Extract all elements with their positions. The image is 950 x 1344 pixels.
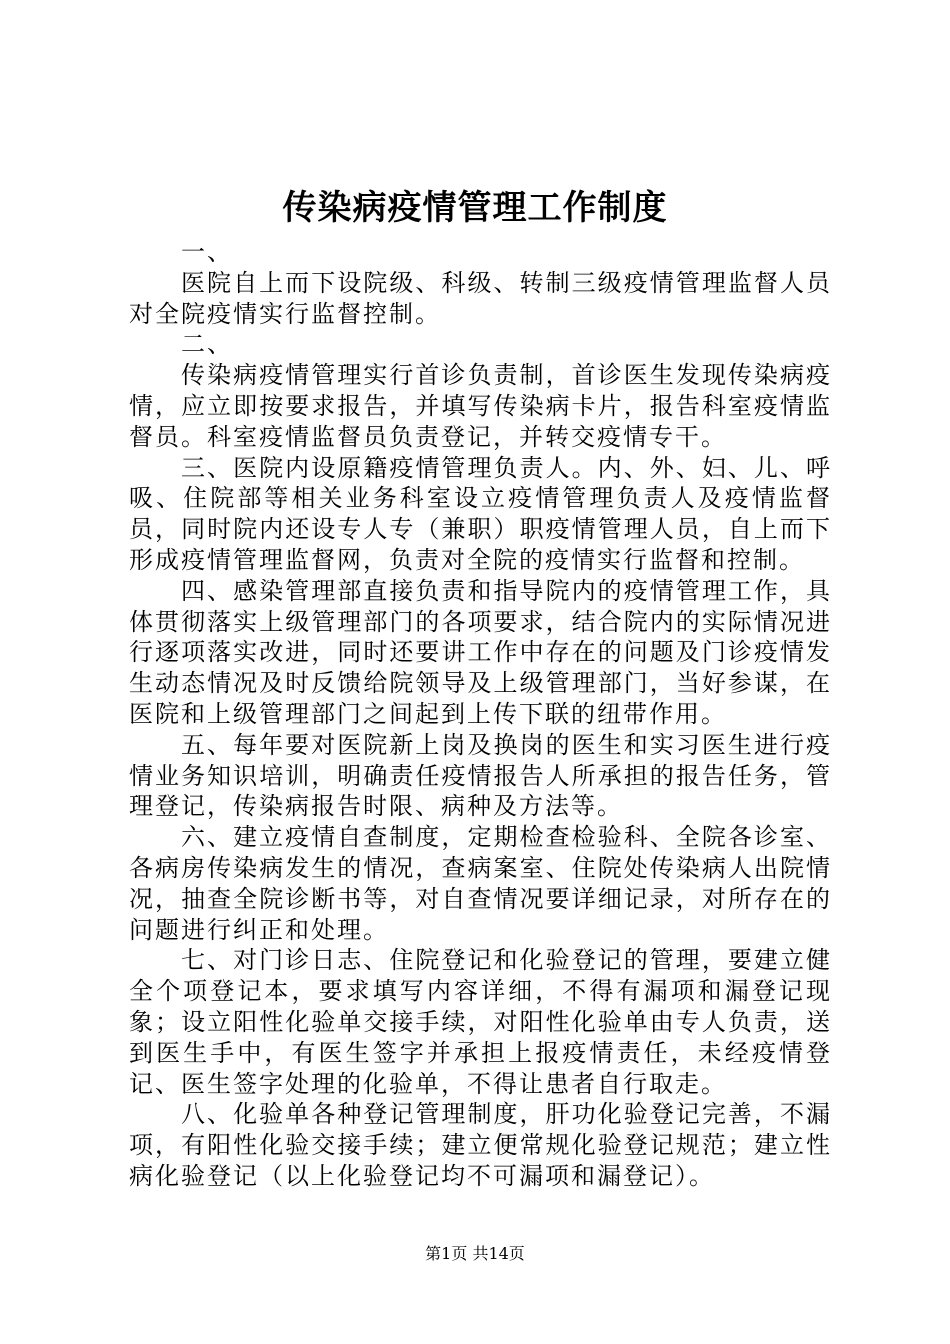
page-footer: 第1页 共14页 bbox=[425, 1244, 525, 1263]
paragraph-3: 三、医院内设原籍疫情管理负责人。内、外、妇、儿、呼吸、住院部等相关业务科室设立疫情管理负责人及疫情监督员，同时院内还设专人专（兼职）职疫情管理人员，自上而下形成疫情管理监督网，负责对全院的疫情实行监督和控制。 bbox=[129, 453, 832, 574]
paragraph-5: 五、每年要对医院新上岗及换岗的医生和实习医生进行疫情业务知识培训，明确责任疫情报告人所承担的报告任务，管理登记，传染病报告时限、病种及方法等。 bbox=[129, 730, 832, 821]
paragraph-6: 六、建立疫情自查制度，定期检查检验科、全院各诊室、各病房传染病发生的情况，查病案室、住院处传染病人出院情况，抽查全院诊断书等，对自查情况要详细记录，对所存在的问题进行纠正和处理。 bbox=[129, 823, 832, 944]
paragraph-2-body: 传染病疫情管理实行首诊负责制，首诊医生发现传染病疫情，应立即按要求报告，并填写传染病卡片，报告科室疫情监督员。科室疫情监督员负责登记，并转交疫情专干。 bbox=[129, 361, 832, 451]
paragraph-7: 七、对门诊日志、住院登记和化验登记的管理，要建立健全个项登记本，要求填写内容详细，不得有漏项和漏登记现象；设立阳性化验单交接手续，对阳性化验单由专人负责，送到医生手中，有医生签字并承担上报疫情责任，未经疫情登记、医生签字处理的化验单，不得让患者自行取走。 bbox=[129, 946, 832, 1098]
document-title: 传染病疫情管理工作制度 bbox=[282, 188, 668, 228]
paragraph-1-body: 医院自上而下设院级、科级、转制三级疫情管理监督人员对全院疫情实行监督控制。 bbox=[129, 268, 832, 328]
paragraph-1-heading: 一、 bbox=[181, 238, 233, 266]
paragraph-8: 八、化验单各种登记管理制度，肝功化验登记完善，不漏项，有阳性化验交接手续；建立便常规化验登记规范；建立性病化验登记（以上化验登记均不可漏项和漏登记）。 bbox=[129, 1100, 832, 1190]
paragraph-4: 四、感染管理部直接负责和指导院内的疫情管理工作，具体贯彻落实上级管理部门的各项要求，结合院内的实际情况进行逐项落实改进，同时还要讲工作中存在的问题及门诊疫情发生动态情况及时反馈给院领导及上级管理部门，当好参谋，在医院和上级管理部门之间起到上传下联的纽带作用。 bbox=[129, 576, 832, 728]
document-body bbox=[129, 237, 832, 1192]
paragraph-2-heading: 二、 bbox=[181, 330, 233, 359]
